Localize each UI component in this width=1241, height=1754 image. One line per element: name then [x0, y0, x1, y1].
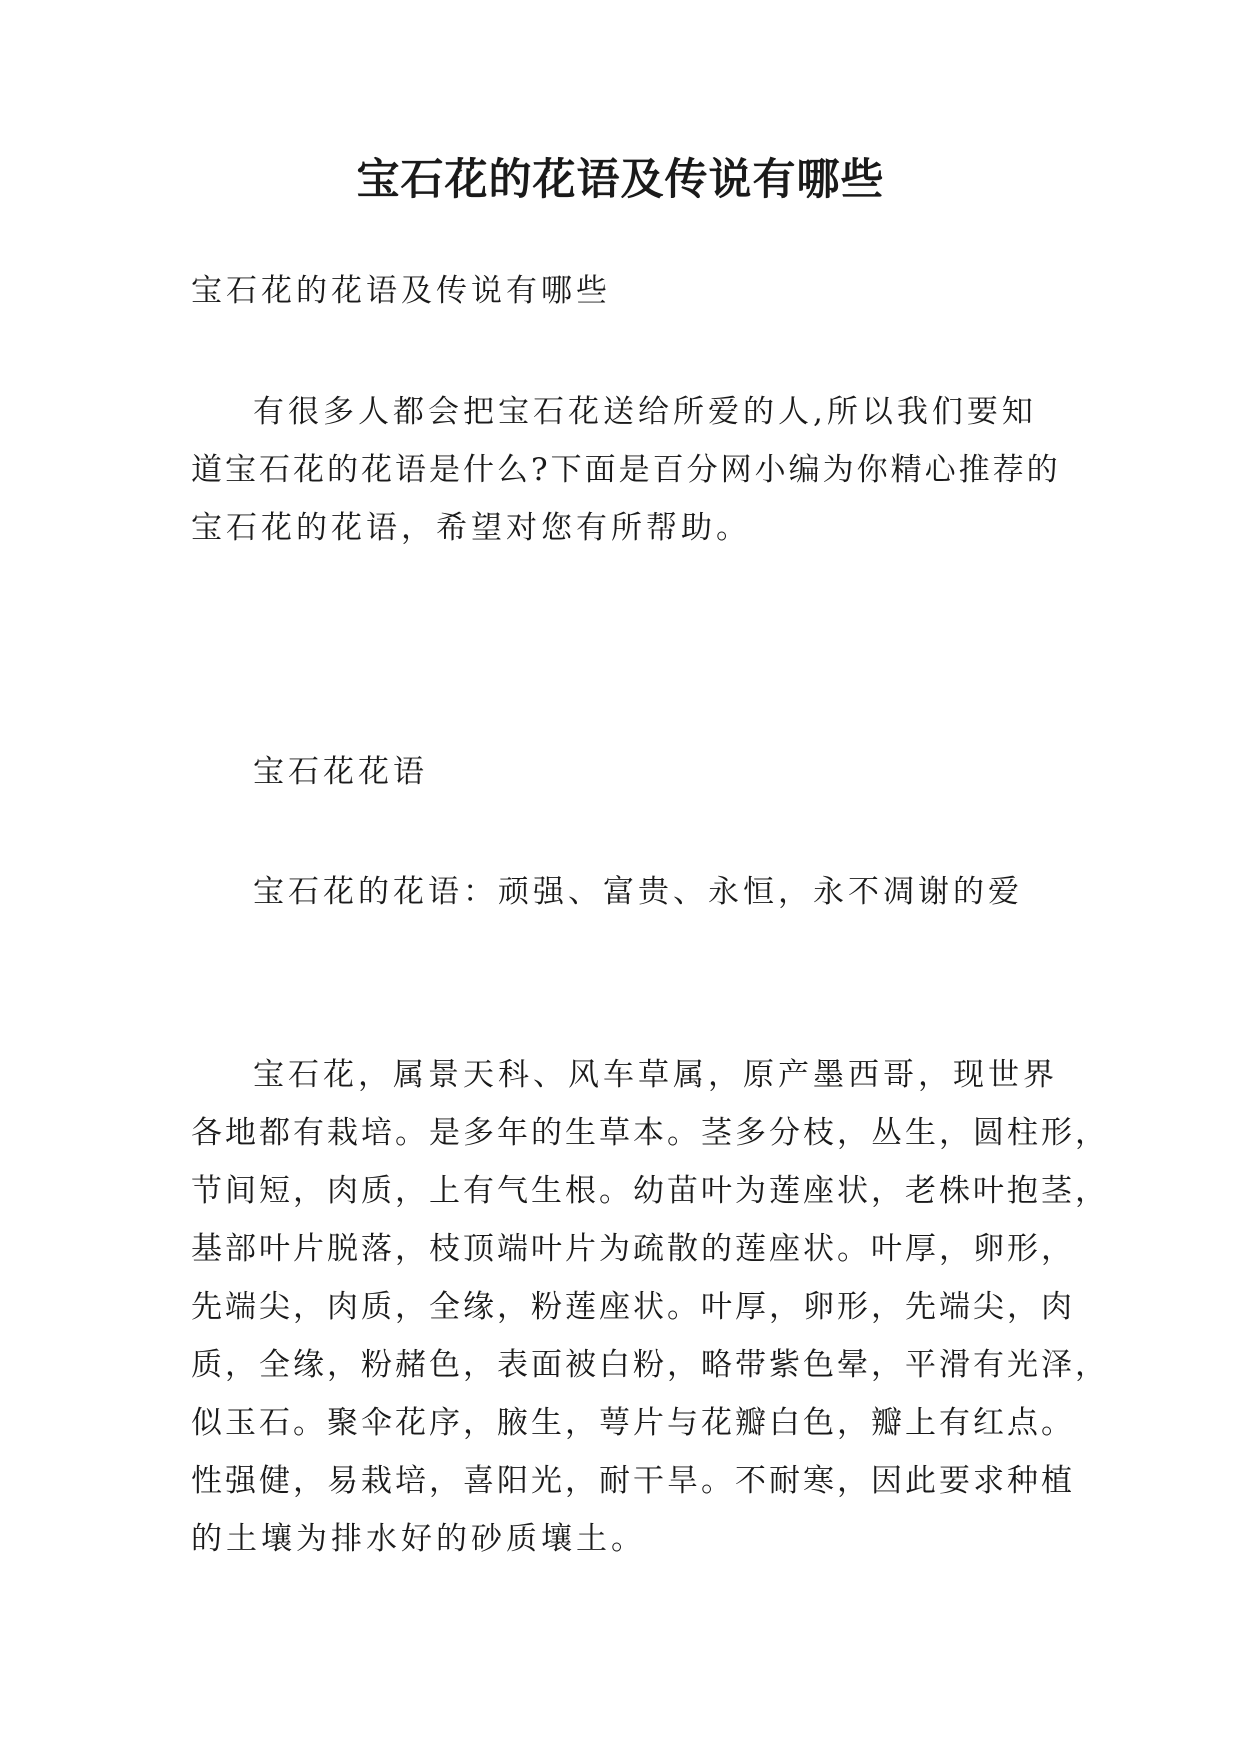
description-paragraph [191, 1046, 1109, 1568]
description-line: 质，全缘，粉赭色，表面被白粉，略带紫色晕，平滑有光泽， [191, 1347, 1109, 1383]
description-line: 似玉石。聚伞花序，腋生，萼片与花瓣白色，瓣上有红点。 [191, 1405, 1075, 1441]
description-line: 性强健，易栽培，喜阳光，耐干旱。不耐寒，因此要求种植 [191, 1463, 1075, 1499]
intro-paragraph [191, 383, 1071, 557]
description-line: 宝石花，属景天科、风车草属，原产墨西哥，现世界 [253, 1057, 1058, 1093]
section-heading: 宝石花花语 [253, 754, 428, 790]
description-line: 先端尖，肉质，全缘，粉莲座状。叶厚，卵形，先端尖，肉 [191, 1289, 1075, 1325]
description-line: 的土壤为排水好的砂质壤土。 [191, 1521, 646, 1557]
document-title: 宝石花的花语及传说有哪些 [356, 155, 885, 205]
intro-line: 道宝石花的花语是什么?下面是百分网小编为你精心推荐的 [191, 452, 1061, 488]
description-line: 各地都有栽培。是多年的生草本。茎多分枝，丛生，圆柱形， [191, 1115, 1109, 1151]
intro-line: 有很多人都会把宝石花送给所爱的人,所以我们要知 [253, 394, 1037, 430]
description-line: 基部叶片脱落，枝顶端叶片为疏散的莲座状。叶厚，卵形， [191, 1231, 1075, 1267]
flower-language-line: 宝石花的花语：顽强、富贵、永恒，永不凋谢的爱 [253, 874, 1023, 910]
subtitle: 宝石花的花语及传说有哪些 [191, 273, 611, 309]
description-line: 节间短，肉质，上有气生根。幼苗叶为莲座状，老株叶抱茎， [191, 1173, 1109, 1209]
intro-line: 宝石花的花语，希望对您有所帮助。 [191, 510, 751, 546]
